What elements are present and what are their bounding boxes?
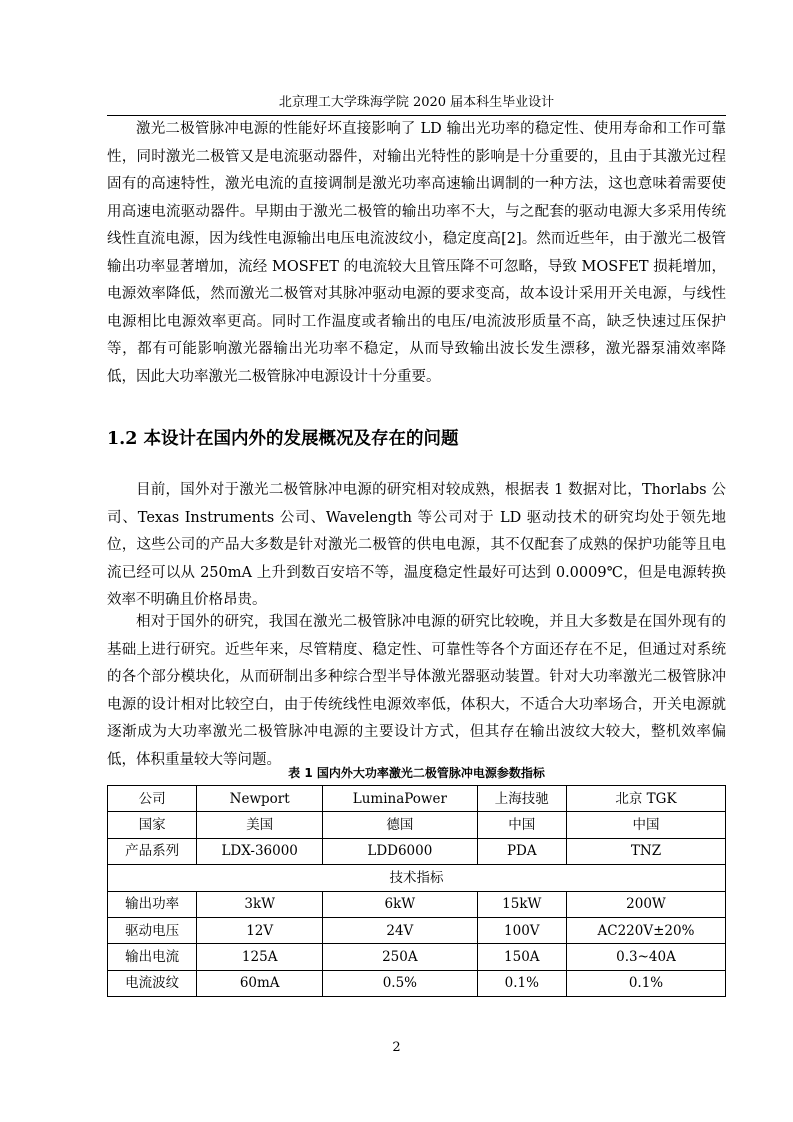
table-spanning-cell: 技术指标 bbox=[108, 865, 726, 891]
parameter-table bbox=[107, 785, 726, 997]
table-cell: 0.5% bbox=[323, 970, 478, 996]
table-row bbox=[108, 917, 726, 943]
body-paragraph-3: 相对于国外的研究，我国在激光二极管脉冲电源的研究比较晚，并且大多数是在国外现有的基础上进行研究。近些年来，尽管精度、稳定性、可靠性等各个方面还存在不足，但通过对系统的各个部分模块化，从而研制出多种综合型半导体激光器驱动装置。针对大功率激光二极管脉冲电源的设计相对比较空白，由于传统线性电源效率低，体积大，不适合大功率场合，开关电源就逐渐成为大功率激光二极管脉冲电源的主要设计方式，但其存在输出波纹大较大，整机效率偏低，体积重量较大等问题。 bbox=[107, 614, 726, 768]
table-cell: 0.1% bbox=[477, 970, 566, 996]
table-cell: 6kW bbox=[323, 891, 478, 917]
table-cell: 12V bbox=[197, 917, 323, 943]
table-row bbox=[108, 970, 726, 996]
table-caption: 表 1 国内外大功率激光二极管脉冲电源参数指标 bbox=[288, 766, 545, 780]
table-cell: 产品系列 bbox=[108, 838, 197, 864]
table-cell: 德国 bbox=[323, 812, 478, 838]
table-cell: 输出电流 bbox=[108, 944, 197, 970]
table-row bbox=[108, 812, 726, 838]
page-number: 2 bbox=[392, 1040, 401, 1055]
table-row bbox=[108, 891, 726, 917]
table-row bbox=[108, 865, 726, 891]
table-cell: 驱动电压 bbox=[108, 917, 197, 943]
table-cell: 中国 bbox=[477, 812, 566, 838]
body-paragraph-2: 目前，国外对于激光二极管脉冲电源的研究相对较成熟，根据表 1 数据对比，Thorlabs 公司、Texas Instruments 公司、Wavelength 等公司对于 LD 驱动技术的研究均处于领先地位，这些公司的产品大多数是针对激光二极管的供电电源，其不仅配套了成熟的保护功能等且电流已经可以从 250mA 上升到数百安培不等，温度稳定性最好可达到 0.0009℃，但是电源转换效率不明确且价格昂贵。 bbox=[107, 482, 726, 608]
page-header: 北京理工大学珠海学院 2020 届本科生毕业设计 bbox=[107, 93, 726, 116]
table-cell: 100V bbox=[477, 917, 566, 943]
table-cell: 国家 bbox=[108, 812, 197, 838]
table-cell: 250A bbox=[323, 944, 478, 970]
table-cell: 公司 bbox=[108, 786, 197, 812]
table-cell: 125A bbox=[197, 944, 323, 970]
table-cell: 美国 bbox=[197, 812, 323, 838]
table-cell: 输出功率 bbox=[108, 891, 197, 917]
table-row bbox=[108, 838, 726, 864]
table-cell: LDD6000 bbox=[323, 838, 478, 864]
table-cell: 中国 bbox=[566, 812, 725, 838]
table-cell: LuminaPower bbox=[323, 786, 478, 812]
table-cell: 200W bbox=[566, 891, 725, 917]
table-cell: 15kW bbox=[477, 891, 566, 917]
table-cell: 0.1% bbox=[566, 970, 725, 996]
table-cell: LDX-36000 bbox=[197, 838, 323, 864]
table-cell: PDA bbox=[477, 838, 566, 864]
table-cell: 上海技驰 bbox=[477, 786, 566, 812]
body-paragraph-1: 激光二极管脉冲电源的性能好坏直接影响了 LD 输出光功率的稳定性、使用寿命和工作可靠性，同时激光二极管又是电流驱动器件，对输出光特性的影响是十分重要的，且由于其激光过程固有的高速特性，激光电流的直接调制是激光功率高速输出调制的一种方法，这也意味着需要使用高速电流驱动器件。早期由于激光二极管的输出功率不大，与之配套的驱动电源大多采用传统线性直流电源，因为线性电源输出电压电流波纹小，稳定度高[2]。然而近些年，由于激光二极管输出功率显著增加，流经 MOSFET 的电流较大且管压降不可忽略，导致 MOSFET 损耗增加，电源效率降低，然而激光二极管对其脉冲驱动电源的要求变高，故本设计采用开关电源，与线性电源相比电源效率更高。同时工作温度或者输出的电压/电流波形质量不高，缺乏快速过压保护等，都有可能影响激光器输出光功率不稳定，从而导致输出波长发生漂移，激光器泵浦效率降低，因此大功率激光二极管脉冲电源设计十分重要。 bbox=[107, 121, 726, 385]
table-cell: TNZ bbox=[566, 838, 725, 864]
table-row bbox=[108, 944, 726, 970]
table-cell: 0.3~40A bbox=[566, 944, 725, 970]
table-cell: 3kW bbox=[197, 891, 323, 917]
table-cell: Newport bbox=[197, 786, 323, 812]
table-cell: AC220V±20% bbox=[566, 917, 725, 943]
section-title: 1.2 本设计在国内外的发展概况及存在的问题 bbox=[107, 429, 459, 449]
table-cell: 60mA bbox=[197, 970, 323, 996]
table-row bbox=[108, 786, 726, 812]
table-cell: 北京 TGK bbox=[566, 786, 725, 812]
table-cell: 150A bbox=[477, 944, 566, 970]
table-cell: 电流波纹 bbox=[108, 970, 197, 996]
table-cell: 24V bbox=[323, 917, 478, 943]
